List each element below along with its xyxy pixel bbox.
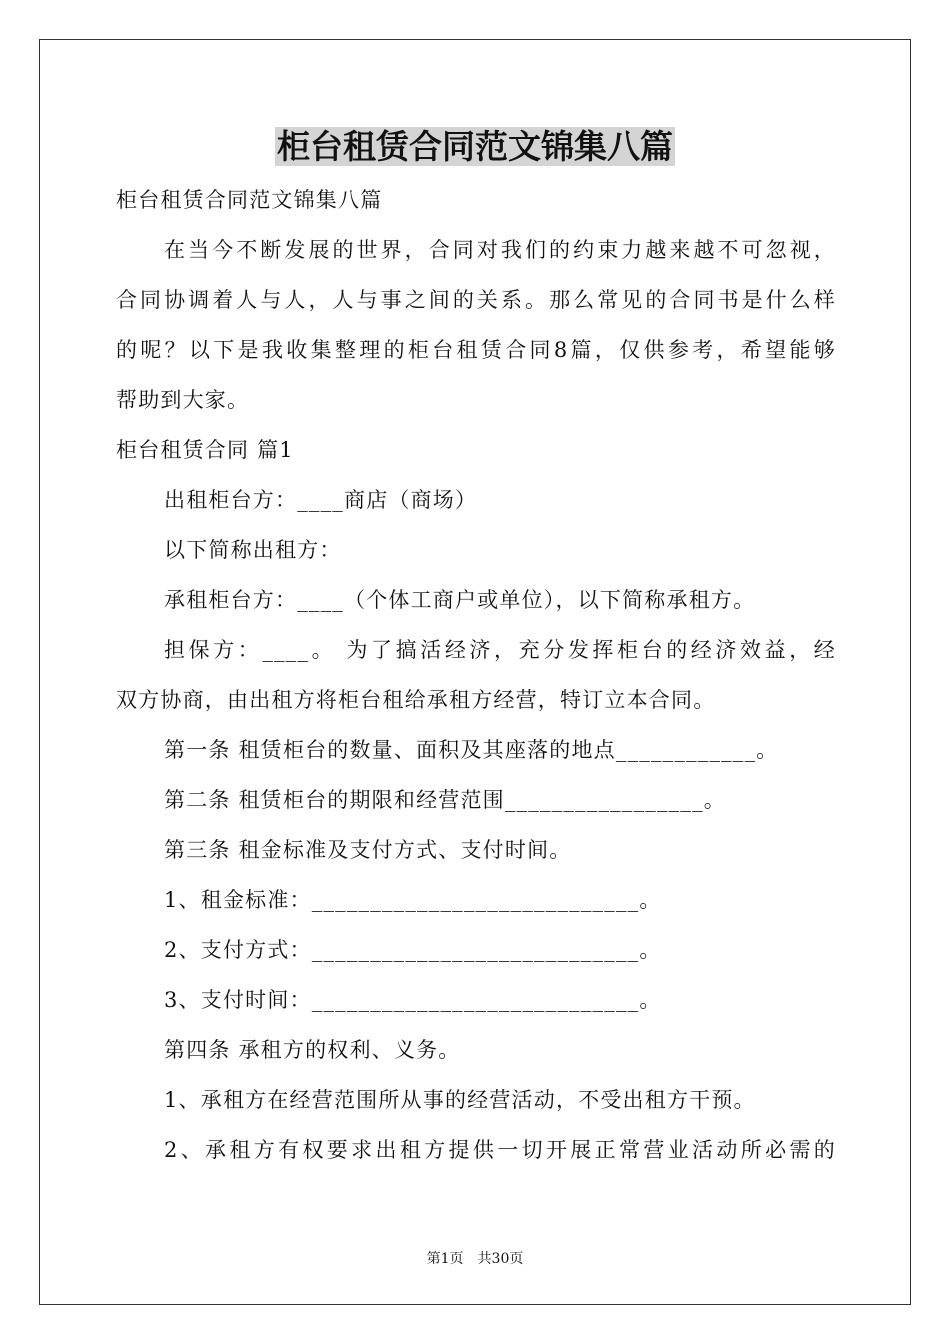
clause-line: 第一条 租赁柜台的数量、面积及其座落的地点____________。 xyxy=(164,738,779,762)
section-heading: 柜台租赁合同 篇1 xyxy=(116,438,294,462)
clause-line: 1、承租方在经营范围所从事的经营活动，不受出租方干预。 xyxy=(164,1088,756,1112)
document-title xyxy=(0,124,950,170)
paragraph-line: 承租柜台方：____（个体工商户或单位），以下简称承租方。 xyxy=(164,588,756,612)
document-body xyxy=(116,175,836,1175)
page-number: 第1页 xyxy=(426,1251,464,1267)
paragraph-line: 合同协调着人与人，人与事之间的关系。那么常见的合同书是什么样 xyxy=(116,288,836,312)
clause-line: 2、承租方有权要求出租方提供一切开展正常营业活动所必需的 xyxy=(164,1138,836,1162)
clause-line: 第二条 租赁柜台的期限和经营范围_________________。 xyxy=(164,788,726,812)
clause-line: 第三条 租金标准及支付方式、支付时间。 xyxy=(164,838,572,862)
paragraph-line: 出租柜台方：____商店（商场） xyxy=(164,488,478,512)
subtitle-line: 柜台租赁合同范文锦集八篇 xyxy=(116,188,383,212)
document-title-text: 柜台租赁合同范文锦集八篇 xyxy=(277,127,673,166)
clause-line: 1、租金标准：____________________________。 xyxy=(164,888,662,912)
paragraph-line: 双方协商，由出租方将柜台租给承租方经营，特订立本合同。 xyxy=(116,688,716,712)
paragraph-line: 以下简称出租方： xyxy=(164,538,342,562)
clause-line: 第四条 承租方的权利、义务。 xyxy=(164,1038,461,1062)
page-footer xyxy=(0,1249,950,1269)
paragraph-line: 帮助到大家。 xyxy=(116,388,250,412)
paragraph-line: 的呢？以下是我收集整理的柜台租赁合同8篇，仅供参考，希望能够 xyxy=(116,338,836,362)
paragraph-line: 在当今不断发展的世界，合同对我们的约束力越来越不可忽视， xyxy=(164,238,836,262)
clause-line: 3、支付时间：____________________________。 xyxy=(164,988,662,1012)
clause-line: 2、支付方式：____________________________。 xyxy=(164,938,662,962)
page-total: 共30页 xyxy=(477,1251,524,1267)
paragraph-line: 担保方：____。 为了搞活经济，充分发挥柜台的经济效益，经 xyxy=(164,638,836,662)
